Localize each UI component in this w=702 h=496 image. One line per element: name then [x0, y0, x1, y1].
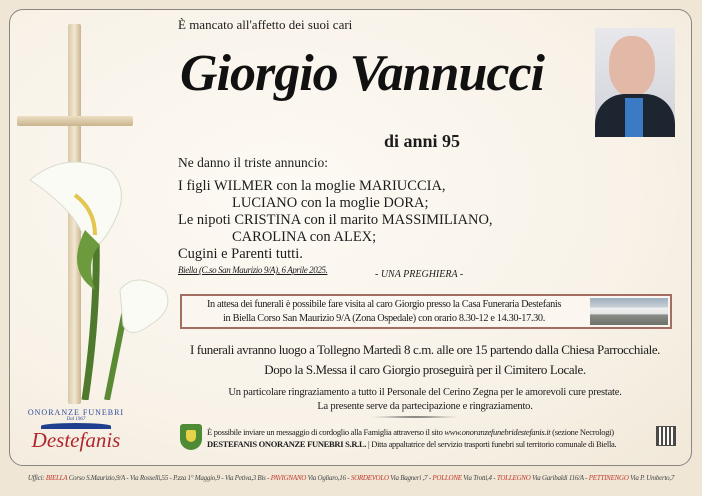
cross-bar: [17, 116, 133, 126]
calla-lilies-image: [25, 150, 175, 400]
qr-code-icon[interactable]: [657, 427, 675, 445]
family-line: LUCIANO con la moglie DORA;: [232, 195, 429, 211]
family-line: Le nipoti CRISTINA con il marito MASSIMILIANO,: [178, 212, 493, 228]
coat-of-arms-icon: [180, 424, 202, 450]
age-text: di anni 95: [384, 131, 461, 151]
prayer-link[interactable]: - UNA PREGHIERA -: [375, 269, 464, 280]
visit-line: In attesa dei funerali è possibile fare visita al caro Giorgio presso la Casa Funeraria Destefanis: [206, 299, 562, 310]
logo-since-text: Dal 1967: [66, 417, 86, 422]
offices-footer: Uffici: BIELLA Corso S.Maurizio,9/A - Via Rosselli,55 - P.zza 1° Maggio,9 - Via Petiva,3 Bis - PAVIGNANO Via Ogliaro,16 - SORDEVOLO Via Bagneri ,7 - POLLONE Via Trotti,4 - TOLLEGNO Via Garibaldi 116/A - PETTINENGO Via P. Umberto,7: [27, 474, 675, 482]
family-line: I figli WILMER con la moglie MARIUCCIA,: [178, 178, 446, 194]
visit-info-box: [180, 294, 672, 329]
place-date: Biella (C.so San Maurizio 9/A), 6 Aprile 2025.: [178, 265, 328, 275]
divider: [370, 416, 460, 418]
website-link[interactable]: www.onoranzefunebridestefanis.it: [444, 427, 551, 437]
funeral-line: I funerali avranno luogo a Tollegno Martedì 8 c.m. alle ore 15 partendo dalla Chiesa Parrocchiale.: [189, 342, 661, 357]
thanks-line: La presente serve da partecipazione e ringraziamento.: [317, 401, 533, 412]
destefanis-logo: [12, 402, 140, 460]
logo-top-text: ONORANZE FUNEBRI: [27, 408, 125, 417]
visit-line: in Biella Corso San Maurizio 9/A (Zona Ospedale) con orario 8.30-12 e 14.30-17.30.: [223, 313, 545, 324]
funeral-home-photo: [590, 298, 668, 325]
logo-brand-text: Destefanis: [31, 428, 121, 452]
family-line: Cugini e Parenti tutti.: [178, 246, 303, 262]
announce-text: Ne danno il triste annuncio:: [178, 155, 328, 170]
family-line: CAROLINA con ALEX;: [232, 229, 377, 245]
thanks-line: Un particolare ringraziamento a tutto il Personale del Cerino Zegna per le amorevoli cure prestate.: [228, 387, 622, 398]
deceased-name: Giorgio Vannucci: [180, 45, 544, 102]
company-text: DESTEFANIS ONORANZE FUNEBRI S.R.L. | Ditta appaltatrice del servizio trasporti funebri sul territorio comunale di Biella.: [207, 439, 617, 449]
condolence-text: È possibile inviare un messaggio di cordoglio alla Famiglia attraverso il sito www.onoranzefunebridestefanis.it (sezione Necrologi): [207, 427, 614, 437]
deceased-photo: [595, 28, 675, 137]
funeral-line: Dopo la S.Messa il caro Giorgio proseguirà per il Cimitero Locale.: [264, 362, 586, 377]
intro-text: È mancato all'affetto dei suoi cari: [178, 17, 353, 32]
